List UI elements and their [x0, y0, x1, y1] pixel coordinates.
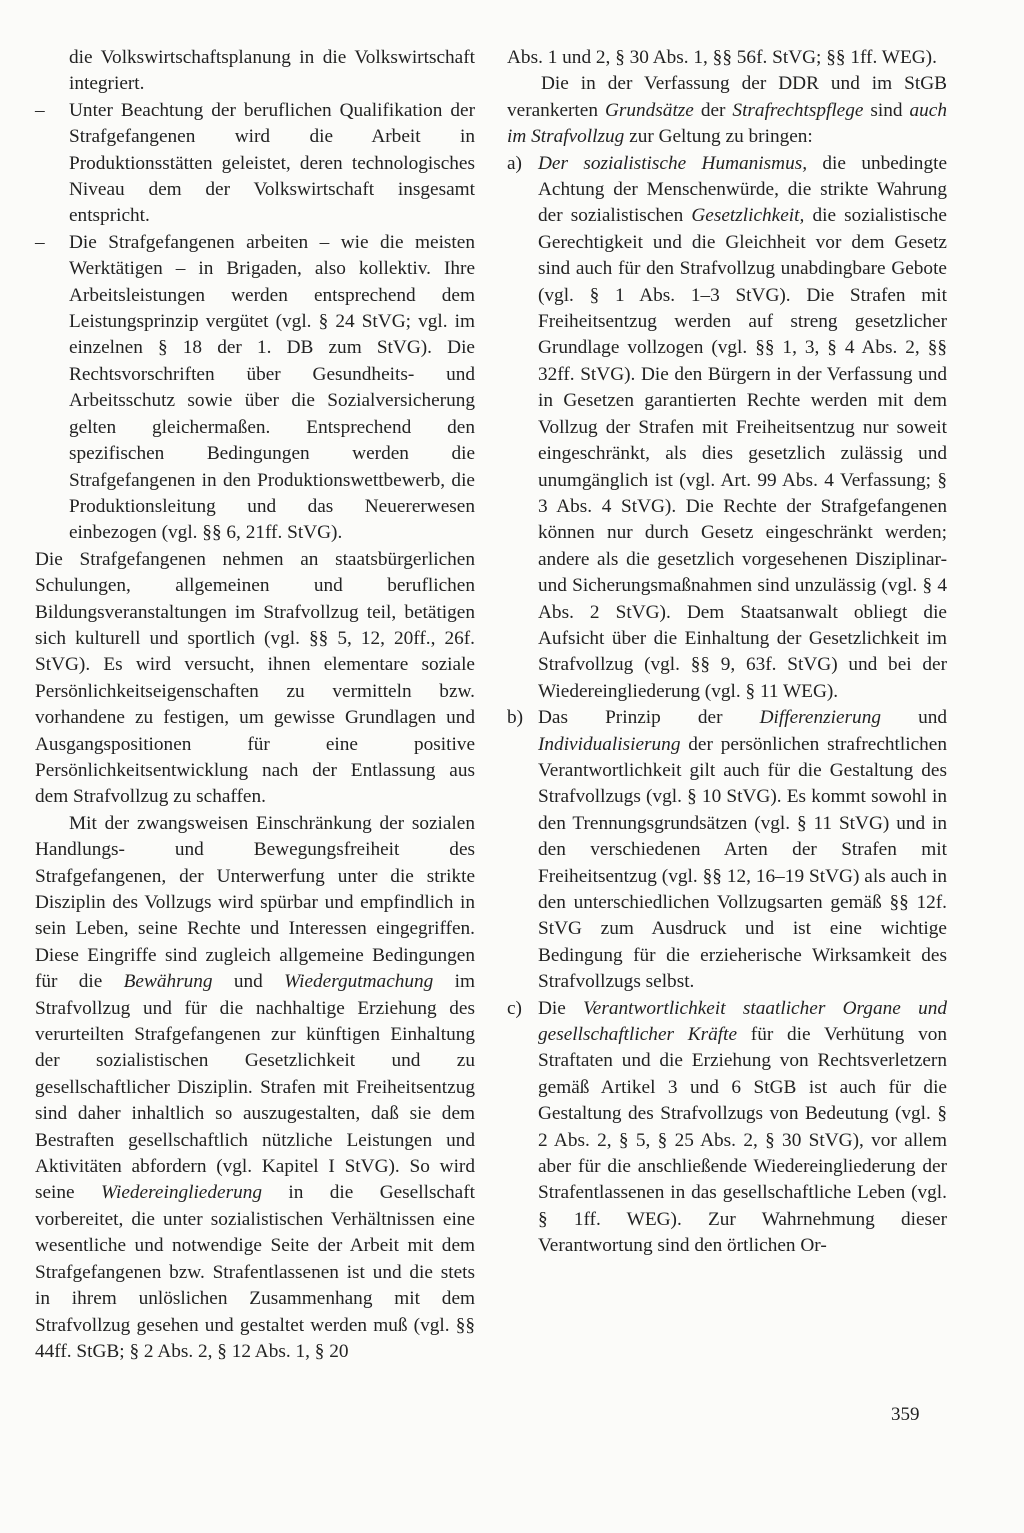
italic-term: Strafrechtspflege	[732, 99, 864, 121]
list-item-a	[507, 151, 947, 706]
text-run: der persönlichen strafrechtlichen Verantwortlichkeit gilt auch für die Gestaltung des Strafvollzugs (vgl. § 10 StVG). Es kommt sowohl in den Trennungsgrundsätzen (vgl. § 11 StVG) und in den verschiedenen Arten der Strafen mit Freiheitsentzug (vgl. §§ 12, 16–19 StVG) als auch in den unterschiedlichen Vollzugsarten gemäß §§ 12f. StVG zum Ausdruck und ist eine wichtige Bedingung für die erzieherische Wirksamkeit des Strafvollzugs selbst.	[538, 733, 947, 993]
text-run: die sozialistische Gerechtigkeit und die Gleichheit vor dem Gesetz sind auch für den Strafvollzug unabdingbare Gebote (vgl. § 1 Abs. 1–3 StVG). Die Strafen mit Freiheitsentzug werden auf streng gesetzlicher Grundlage vollzogen (vgl. §§ 1, 3, § 4 Abs. 2, §§ 32ff. StVG). Die den Bürgern in der Verfassung und in Gesetzen garantierten Rechte werden mit dem Vollzug der Strafen mit Freiheitsentzug nur soweit eingeschränkt, als dies gesetzlich zulässig und unumgänglich ist (vgl. Art. 99 Abs. 4 Verfassung; § 3 Abs. 4 StVG). Die Rechte der Strafgefangenen können nur durch Gesetz eingeschränkt werden; andere als die gesetzlich vorgesehenen Disziplinar- und Sicherungsmaßnahmen sind unzulässig (vgl. § 4 Abs. 2 StVG). Dem Staatsanwalt obliegt die Aufsicht über die Einhaltung der Gesetzlichkeit im Strafvollzug (vgl. §§ 9, 63f. StVG) und bei der Wiedereingliederung (vgl. § 11 WEG).	[538, 205, 947, 702]
text-run: Das Prinzip der	[538, 707, 760, 729]
paragraph-education: Die Strafgefangenen nehmen an staatsbürgerlichen Schulungen, allgemeinen und beruflichen Bildungsveranstaltungen im Strafvollzug teil, betätigen sich kulturell und sportlich (vgl. §§ 5, 12, 20ff., 26f. StVG). Es wird versucht, ihnen elementare soziale Persönlichkeitseigenschaften zu vermitteln bzw. vorhandene zu festigen, um gewisse Grundlagen und Ausgangspositionen für eine positive Persönlichkeitsentwicklung nach der Entlassung aus dem Strafvollzug zu schaffen.	[35, 548, 475, 808]
text-run: Die	[538, 997, 584, 1019]
text-run: in die Gesellschaft vorbereitet, die unter sozialistischen Verhältnissen eine wesentliche und notwendige Seite der Arbeit mit dem Strafgefangenen bzw. Strafentlassenen ist und die stets in ihrem unlöslichen Zusammenhang mit dem Strafvollzug gesehen und gestaltet werden muß (vgl. §§ 44ff. StGB; § 2 Abs. 2, § 12 Abs. 1, § 20	[35, 1182, 475, 1362]
italic-term: Der sozialistische Humanismus,	[538, 152, 808, 174]
left-column	[35, 45, 475, 1365]
italic-term: Gesetzlichkeit,	[691, 205, 805, 227]
page-number: 359	[891, 1404, 920, 1425]
dash-item-brigades	[35, 230, 475, 547]
text-run: und	[212, 971, 285, 993]
text-run: die unbedingte Achtung der Menschenwürde, die strikte Wahrung der sozialistischen	[538, 152, 948, 227]
paragraph-principles	[507, 71, 947, 150]
italic-term: Grundsätze	[604, 99, 694, 121]
continued-paragraph: die Volkswirtschaftsplanung in die Volkswirtschaft integriert.	[69, 47, 475, 95]
italic-term: Wiedergutmachung	[284, 971, 434, 993]
text-run: zur Geltung zu bringen:	[624, 126, 813, 148]
text-run: Mit der zwangsweisen Einschränkung der sozialen Handlungs- und Bewegungsfreiheit des Strafgefangenen, der Unterwerfung unter die strikte Disziplin des Vollzugs wird spürbar und empfindlich in sein Leben, seine Rechte und Interessen eingegriffen. Diese Eingriffe sind zugleich allgemeine Bedingungen für die	[35, 812, 475, 993]
text-run: für die Verhütung von Straftaten und die Erziehung von Rechtsverletzern gemäß Artikel 3 und 6 StGB ist auch für die Gestaltung des Strafvollzugs von Bedeutung (vgl. § 2 Abs. 2, § 5, § 25 Abs. 2, § 30 StVG), vor allem aber für die anschließende Wiedereingliederung der Strafentlassenen in das gesellschaftliche Leben (vgl. § 1ff. WEG). Zur Wahrnehmung dieser Verantwortung sind den örtlichen Or-	[538, 1024, 948, 1257]
list-marker: b)	[507, 707, 524, 729]
text-run: und	[880, 707, 947, 729]
text-run: im Strafvollzug und für die nachhaltige Erziehung des verurteilten Strafgefangenen zur künftigen Einhaltung der sozialistischen Gesetzlichkeit und zu gesellschaftlicher Disziplin. Strafen mit Freiheitsentzug sind daher inhaltlich so auszugestalten, daß sie dem Bestraften gesellschaftlich nützliche Leistungen und Aktivitäten abfordern (vgl. Kapitel I StVG). So wird seine	[35, 971, 475, 1204]
text-run: der	[693, 99, 733, 121]
dash-marker: –	[35, 99, 45, 121]
dash-marker: –	[35, 231, 45, 253]
dash-item-text: Unter Beachtung der beruflichen Qualifikation der Strafgefangenen wird die Arbeit in Produktionsstätten geleistet, deren technologisches Niveau dem der Volkswirtschaft insgesamt entspricht.	[69, 99, 475, 227]
dash-item-qualification	[35, 98, 475, 230]
text-run: sind	[863, 99, 910, 121]
paragraph-restriction	[35, 811, 475, 1366]
list-item-c	[507, 996, 947, 1260]
list-item-b	[507, 705, 947, 995]
italic-term: Differenzierung	[759, 707, 881, 729]
list-marker: a)	[507, 152, 522, 174]
italic-term: Individualisierung	[538, 733, 681, 755]
list-marker: c)	[507, 997, 522, 1019]
italic-term: Verantwortlichkeit staatlicher Organe und gesellschaftlicher Kräfte	[538, 997, 947, 1046]
right-column	[507, 45, 947, 1260]
dash-item-text: Die Strafgefangenen arbeiten – wie die meisten Werktätigen – in Brigaden, also kollektiv. Ihre Arbeitsleistungen werden entsprechend dem Leistungsprinzip vergütet (vgl. § 24 StVG; vgl. im einzelnen § 18 der 1. DB zum StVG). Die Rechtsvorschriften über Gesundheits- und Arbeitsschutz sowie über die Sozialversicherung gelten gleichermaßen. Entsprechend den spezifischen Bedingungen werden die Strafgefangenen in den Produktionswettbewerb, die Produktionsleitung und das Neuererwesen einbezogen (vgl. §§ 6, 21ff. StVG).	[69, 231, 475, 544]
continued-paragraph: Abs. 1 und 2, § 30 Abs. 1, §§ 56f. StVG; §§ 1ff. WEG).	[507, 47, 937, 68]
italic-term: Bewährung	[123, 971, 213, 993]
italic-term: Wiedereingliederung	[101, 1182, 262, 1204]
italic-term: auch im Strafvollzug	[507, 99, 947, 148]
text-run: Die in der Verfassung der DDR und im StGB verankerten	[507, 73, 947, 121]
